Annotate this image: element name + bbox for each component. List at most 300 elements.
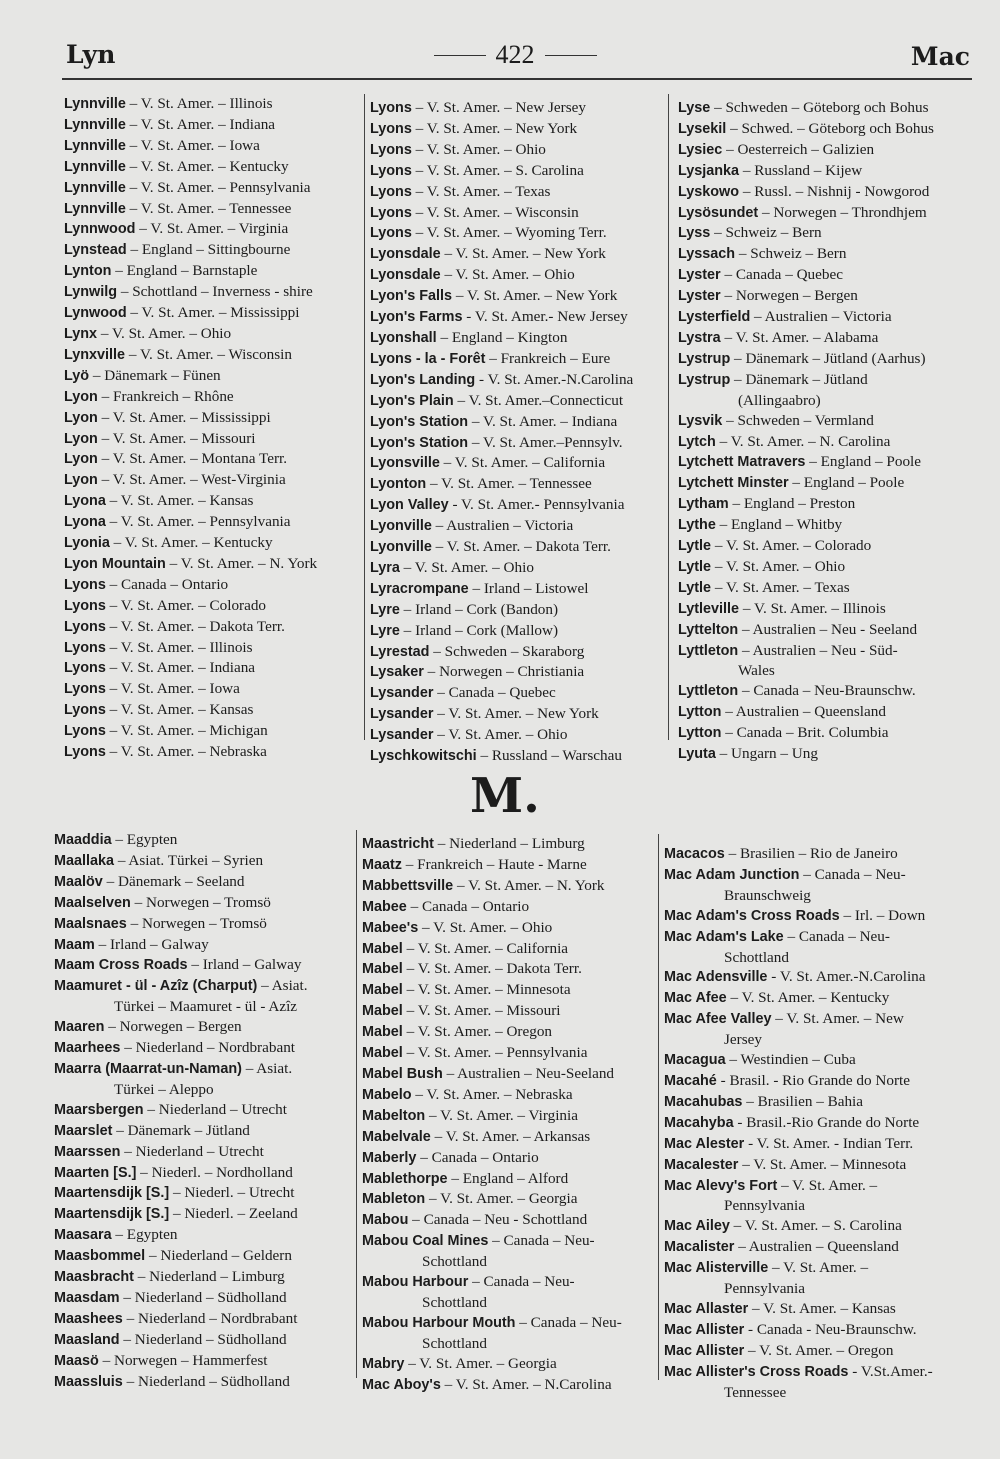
entry-location: – Canada – Neu-: [468, 1273, 575, 1291]
gazetteer-entry: [54, 1142, 354, 1163]
entry-headword: Maasara: [54, 1227, 112, 1244]
entry-headword: Lyon's Landing: [370, 371, 476, 388]
entry-location: - V.St.Amer.-: [848, 1362, 933, 1380]
entry-location: – V. St. Amer. – Pennsylvania: [105, 513, 291, 531]
entry-headword: Lyona: [64, 514, 106, 531]
entry-headword: Lysösundet: [678, 204, 759, 221]
entry-location: – Niederl. – Nordholland: [136, 1163, 293, 1181]
entry-location: – Schweden – Skaraborg: [429, 642, 585, 660]
entry-headword: Maam Cross Roads: [54, 957, 188, 974]
entry-location: – V. St. Amer. – New York: [433, 705, 599, 723]
entry-headword: Lynnville: [64, 96, 126, 112]
entry-headword: Lyons: [64, 618, 106, 635]
entry-headword: Maashees: [54, 1310, 123, 1327]
gazetteer-entry: [54, 1330, 354, 1351]
entry-location: – Irland – Listowel: [468, 579, 589, 597]
column-divider: [364, 94, 365, 740]
gazetteer-entry: [54, 1372, 354, 1393]
entry-headword: Lyons: [64, 744, 106, 761]
entry-headword: Lyon's Station: [370, 413, 469, 430]
entry-location: – V. St. Amer. – Missouri: [97, 429, 256, 447]
entry-headword: Maartensdijk [S.]: [54, 1206, 170, 1223]
gazetteer-entry: [370, 161, 662, 182]
gazetteer-entry: [64, 282, 360, 303]
gazetteer-entry: [54, 1246, 354, 1267]
gazetteer-entry: [54, 1121, 354, 1142]
entry-location: – Canada – Neu-: [783, 927, 890, 945]
gazetteer-entry: [370, 412, 662, 433]
entry-location: – Ungarn – Ung: [715, 745, 818, 763]
entry-location: (Allingaabro): [738, 391, 821, 409]
gazetteer-entry: [54, 1038, 354, 1059]
entry-headword: Lyse: [678, 100, 711, 116]
entry-location: – V. St. Amer. – N.Carolina: [440, 1375, 612, 1393]
entry-location: – V. St. Amer.–Connecticut: [453, 391, 624, 409]
entry-headword: Maberly: [362, 1149, 417, 1166]
entry-location: – Australien – Neu - Seeland: [738, 620, 918, 638]
entry-continuation: [664, 1383, 964, 1403]
entry-headword: Lysaker: [370, 664, 424, 681]
gazetteer-entry: [370, 119, 662, 140]
page-number-block: [420, 40, 610, 70]
entry-continuation: [362, 1293, 654, 1313]
gazetteer-entry: [370, 474, 662, 495]
entry-headword: Mabbettsville: [362, 877, 454, 894]
entry-location: – England – Alford: [447, 1169, 569, 1187]
entry-headword: Mabel: [362, 1003, 403, 1020]
gazetteer-entry: [678, 349, 974, 370]
entry-headword: Lyon's Station: [370, 434, 469, 451]
entry-location: – Brasilien – Rio de Janeiro: [724, 845, 898, 862]
entry-location: – Asiat. Türkei – Syrien: [114, 851, 264, 869]
entry-location: – Irland – Cork (Bandon): [399, 600, 559, 618]
entry-headword: Mac Alevy's Fort: [664, 1177, 778, 1194]
entry-location: – Egypten: [111, 1226, 178, 1244]
entry-headword: Lystrup: [678, 350, 731, 367]
entry-headword: Mac Allister: [664, 1342, 745, 1359]
entry-location: – Canada – Neu - Schottland: [408, 1211, 588, 1229]
entry-headword: Maaren: [54, 1019, 105, 1036]
entry-location: Schottland: [422, 1293, 487, 1311]
entry-location: – V. St. Amer. – Pennsylvania: [402, 1044, 588, 1062]
entry-location: – Australien – Queensland: [734, 1238, 899, 1256]
column-bottom-left: [54, 830, 354, 1392]
entry-location: – Canada – Ontario: [406, 897, 530, 915]
entry-location: – V. St. Amer. – Tennessee: [125, 199, 292, 217]
entry-location: – Niederland – Utrecht: [143, 1100, 287, 1118]
entry-headword: Lyss: [678, 225, 711, 242]
entry-location: – V. St. Amer. – Georgia: [404, 1354, 557, 1372]
gazetteer-entry: [54, 976, 354, 997]
entry-headword: Lyonton: [370, 476, 427, 493]
entry-headword: Maarten [S.]: [54, 1164, 137, 1181]
entry-location: – Canada – Neu-Braunschw.: [738, 682, 916, 700]
entry-headword: Lyon: [64, 430, 98, 447]
gazetteer-entry: [54, 1100, 354, 1121]
entry-location: – V. St. Amer. – Illinois: [739, 599, 886, 617]
entry-headword: Lyschkowitschi: [370, 748, 477, 765]
gazetteer-entry: [64, 94, 360, 115]
entry-headword: Macahyba: [664, 1114, 734, 1131]
gazetteer-entry: [664, 1216, 964, 1237]
entry-location: – V. St. Amer. – Minnesota: [738, 1155, 907, 1173]
entry-location: – V. St. Amer. – Pennsylvania: [125, 178, 311, 196]
gazetteer-entry: [664, 1155, 964, 1176]
entry-headword: Mabel: [362, 1045, 403, 1062]
entry-headword: Mabel: [362, 961, 403, 978]
entry-headword: Mac Adam's Cross Roads: [664, 907, 840, 924]
entry-headword: Lyon: [64, 409, 98, 426]
gazetteer-entry: [678, 182, 974, 203]
column-divider: [668, 94, 669, 740]
entry-location: – V. St. Amer. – Mississippi: [97, 408, 271, 426]
entry-location: – V. St. Amer. – Illinois: [125, 95, 273, 112]
gazetteer-entry: [54, 1183, 354, 1204]
gazetteer-entry: [362, 897, 654, 918]
entry-headword: Lyons: [64, 723, 106, 740]
column-top-right: [678, 98, 974, 765]
entry-headword: Maarhees: [54, 1040, 121, 1057]
gazetteer-entry: [64, 240, 360, 261]
gazetteer-entry: [54, 830, 354, 851]
entry-headword: Mac Adensville: [664, 969, 768, 986]
entry-headword: Lyster: [678, 288, 721, 305]
entry-location: – Irland – Galway: [94, 935, 209, 953]
entry-location: – V. St. Amer. – New York: [411, 119, 578, 137]
entry-location: – Dänemark – Seeland: [102, 872, 245, 890]
gazetteer-entry: [64, 429, 360, 450]
entry-location: – V. St. Amer. – Colorado: [711, 537, 872, 555]
entry-headword: Lynton: [64, 263, 112, 280]
entry-headword: Lyonsdale: [370, 246, 441, 263]
gazetteer-entry: [362, 1189, 654, 1210]
entry-headword: Maalsnaes: [54, 915, 127, 932]
entry-location: – Dänemark – Jütland: [112, 1121, 250, 1139]
entry-location: - Brasil. - Rio Grande do Norte: [716, 1071, 910, 1089]
entry-headword: Lytchett Minster: [678, 475, 789, 492]
gazetteer-entry: [362, 1043, 654, 1064]
entry-headword: Lynwilg: [64, 284, 118, 301]
entry-headword: Lyons: [370, 100, 412, 116]
gazetteer-entry: [664, 1362, 964, 1383]
entry-headword: Lyons: [370, 141, 412, 158]
entry-location: – V. St. Amer. – Kansas: [105, 492, 254, 510]
entry-headword: Lyster: [678, 267, 721, 284]
gazetteer-entry: [370, 704, 662, 725]
gazetteer-entry: [362, 876, 654, 897]
entry-location: – V. St. Amer. – Missouri: [402, 1002, 561, 1020]
column-top-left: [64, 94, 360, 763]
gazetteer-entry: [64, 408, 360, 429]
entry-location: – Canada – Ontario: [105, 575, 229, 593]
entry-location: – Irl. – Down: [839, 906, 926, 924]
entry-headword: Mac Alester: [664, 1135, 745, 1152]
entry-location: – Niederland – Utrecht: [120, 1142, 264, 1160]
gazetteer-entry: [664, 1050, 964, 1071]
gazetteer-entry: [54, 872, 354, 893]
gazetteer-entry: [64, 658, 360, 679]
entry-headword: Lyon: [64, 388, 98, 405]
gazetteer-entry: [664, 1237, 964, 1258]
entry-headword: Lyonville: [370, 518, 432, 535]
entry-location: – Norwegen – Hammerfest: [98, 1351, 268, 1369]
gazetteer-entry: [678, 370, 974, 391]
gazetteer-entry: [370, 621, 662, 642]
gazetteer-entry: [678, 473, 974, 494]
entry-headword: Lyon: [64, 451, 98, 468]
entry-headword: Mabou Harbour: [362, 1274, 469, 1291]
entry-location: – England – Whitby: [715, 516, 843, 534]
gazetteer-entry: [678, 641, 974, 662]
entry-location: – V. St. Amer. – New York: [452, 287, 618, 305]
entry-location: – Canada – Ontario: [416, 1148, 539, 1166]
entry-headword: Mac Afee Valley: [664, 1011, 772, 1028]
gazetteer-entry: [64, 491, 360, 512]
gazetteer-entry: [54, 935, 354, 956]
column-bottom-right: [664, 844, 964, 1402]
gazetteer-entry: [664, 1176, 964, 1197]
entry-headword: Lyons: [64, 597, 106, 614]
gazetteer-entry: [678, 286, 974, 307]
entry-location: – V. St. Amer. – Texas: [411, 182, 551, 200]
entry-location: – Oesterreich – Galizien: [722, 140, 875, 158]
entry-headword: Lythe: [678, 517, 716, 534]
entry-location: – V. St. Amer. – New Jersey: [411, 99, 586, 116]
entry-continuation: [664, 1196, 964, 1216]
gazetteer-entry: [362, 1085, 654, 1106]
gazetteer-entry: [370, 683, 662, 704]
entry-location: – V. St. Amer. – Oregon: [744, 1341, 894, 1359]
gazetteer-entry: [362, 1127, 654, 1148]
entry-headword: Lyttleton: [678, 642, 739, 659]
entry-location: – V. St. Amer. – Nebraska: [411, 1085, 573, 1103]
entry-location: Jersey: [724, 1031, 762, 1049]
entry-location: - V. St. Amer. - Indian Terr.: [744, 1134, 914, 1152]
entry-location: – Brasilien – Bahia: [742, 1092, 864, 1110]
entry-headword: Mabel: [362, 940, 403, 957]
entry-headword: Lytton: [678, 725, 722, 742]
entry-location: Wales: [738, 662, 775, 680]
entry-location: – V. St. Amer. – Kansas: [105, 701, 254, 719]
entry-continuation: [54, 1080, 354, 1100]
entry-continuation: [664, 948, 964, 968]
gazetteer-entry: [362, 918, 654, 939]
entry-location: – V. St. Amer. –: [777, 1176, 878, 1194]
gazetteer-entry: [678, 452, 974, 473]
entry-headword: Maarra (Maarrat-un-Naman): [54, 1060, 242, 1077]
gazetteer-entry: [678, 536, 974, 557]
entry-location: – Schweiz – Bern: [735, 245, 847, 263]
dash-rule: [545, 55, 597, 56]
entry-location: – V. St. Amer. – Virginia: [425, 1106, 578, 1124]
entry-location: – Niederland – Nordbrabant: [122, 1309, 298, 1327]
entry-location: – Irland – Galway: [187, 956, 302, 974]
gazetteer-entry: [664, 906, 964, 927]
entry-location: – Niederl. – Utrecht: [169, 1184, 295, 1202]
gazetteer-entry: [370, 495, 662, 516]
entry-headword: Lyons: [64, 681, 106, 698]
entry-location: – V. St. Amer. – Illinois: [105, 638, 253, 656]
entry-headword: Lyons: [370, 225, 412, 242]
entry-headword: Mabou Harbour Mouth: [362, 1314, 516, 1331]
entry-headword: Lyuta: [678, 746, 716, 763]
entry-location: – Canada – Neu-: [515, 1313, 622, 1331]
entry-headword: Mabelvale: [362, 1128, 431, 1145]
entry-location: – V. St. Amer. – N. Carolina: [715, 432, 891, 450]
entry-headword: Lysander: [370, 706, 434, 723]
gazetteer-entry: [54, 1017, 354, 1038]
section-letter: M.: [470, 768, 540, 824]
gazetteer-entry: [678, 140, 974, 161]
entry-location: – Niederland – Südholland: [119, 1330, 287, 1348]
gazetteer-entry: [54, 893, 354, 914]
entry-location: – Irland – Cork (Mallow): [399, 621, 559, 639]
entry-location: – Niederland – Nordbrabant: [120, 1039, 296, 1057]
entry-headword: Lyon Valley: [370, 497, 449, 514]
gazetteer-entry: [678, 244, 974, 265]
gazetteer-entry: [370, 642, 662, 663]
entry-headword: Lyon Mountain: [64, 555, 166, 572]
entry-location: Braunschweig: [724, 886, 811, 904]
gazetteer-entry: [370, 453, 662, 474]
gazetteer-entry: [370, 746, 662, 767]
entry-location: – Australien – Neu-Seeland: [442, 1064, 615, 1082]
entry-location: Schottland: [422, 1253, 487, 1271]
entry-location: – V. St. Amer. – Kentucky: [726, 989, 890, 1007]
entry-location: – Niederland – Limburg: [133, 1268, 285, 1286]
entry-location: – V. St. Amer. – New: [771, 1010, 904, 1028]
entry-location: – V. St. Amer.–Pennsylv.: [468, 433, 623, 451]
gazetteer-entry: [370, 391, 662, 412]
entry-headword: Lynnville: [64, 137, 126, 154]
gazetteer-entry: [370, 223, 662, 244]
entry-location: – V. St. Amer. – New York: [440, 245, 606, 263]
entry-headword: Mabee's: [362, 919, 419, 936]
entry-location: – V. St. Amer. – Indiana: [468, 412, 618, 430]
entry-location: – V. St. Amer. – Texas: [711, 578, 850, 596]
gazetteer-entry: [54, 1059, 354, 1080]
entry-headword: Lyonsdale: [370, 267, 441, 284]
entry-location: – V. St. Amer. – Ohio: [433, 726, 568, 744]
gazetteer-entry: [362, 1354, 654, 1375]
entry-location: – Canada – Neu-: [488, 1232, 595, 1250]
entry-location: – Frankreich – Eure: [485, 349, 611, 367]
entry-headword: Lysjanka: [678, 162, 740, 179]
entry-location: Türkei – Maamuret - ül - Azîz: [114, 998, 298, 1016]
gazetteer-entry: [362, 1169, 654, 1190]
entry-location: – V. St. Amer. –: [768, 1259, 869, 1277]
entry-location: – Dänemark – Jütland (Aarhus): [730, 349, 926, 367]
entry-location: – V. St. Amer. – Iowa: [125, 136, 260, 154]
entry-headword: Lynnville: [64, 179, 126, 196]
entry-headword: Lysiec: [678, 141, 723, 158]
entry-location: – V. St. Amer. – California: [402, 939, 569, 957]
entry-headword: Mac Afee: [664, 990, 727, 1007]
gazetteer-entry: [664, 1134, 964, 1155]
entry-continuation: [362, 1334, 654, 1354]
entry-location: – Russland – Kijew: [739, 161, 863, 179]
gazetteer-entry: [362, 834, 654, 855]
entry-location: – V. St. Amer. – Alabama: [720, 328, 879, 346]
gazetteer-entry: [64, 178, 360, 199]
entry-location: – V. St. Amer. – Wisconsin: [411, 203, 579, 221]
entry-location: – V. St. Amer. – N. York: [165, 554, 318, 572]
entry-headword: Lyö: [64, 367, 90, 384]
gazetteer-entry: [678, 681, 974, 702]
gazetteer-entry: [64, 575, 360, 596]
entry-headword: Maam: [54, 936, 95, 953]
entry-headword: Lyttleton: [678, 683, 739, 700]
gazetteer-entry: [370, 558, 662, 579]
entry-headword: Maalselven: [54, 894, 131, 911]
entry-location: – Russl. – Nishnij - Nowgorod: [739, 182, 930, 200]
entry-headword: Lynwood: [64, 305, 127, 322]
entry-location: – V. St. Amer. – Kentucky: [109, 534, 273, 552]
entry-headword: Lyonsville: [370, 455, 440, 472]
gazetteer-entry: [678, 223, 974, 244]
gazetteer-entry: [64, 470, 360, 491]
gazetteer-entry: [370, 725, 662, 746]
gazetteer-entry: [54, 851, 354, 872]
entry-location: – Egypten: [111, 831, 178, 848]
entry-location: – Schwed. – Göteborg och Bohus: [726, 119, 934, 137]
entry-location: – V. St. Amer. – Ohio: [399, 558, 534, 576]
entry-location: – V. St. Amer. – Indiana: [125, 115, 276, 133]
entry-location: – Canada – Neu-: [799, 865, 906, 883]
entry-location: – Norwegen – Throndhjem: [758, 203, 927, 221]
gazetteer-entry: [664, 1320, 964, 1341]
entry-location: – V. St. Amer. – Ohio: [411, 140, 546, 158]
entry-location: – Frankreich – Rhône: [97, 387, 234, 405]
entry-location: – Dänemark – Jütland: [730, 370, 868, 388]
entry-headword: Maamuret - ül - Azîz (Charput): [54, 978, 258, 995]
gazetteer-entry: [64, 157, 360, 178]
entry-headword: Lytchett Matravers: [678, 454, 806, 471]
entry-location: - V. St. Amer.-N.Carolina: [475, 370, 634, 388]
entry-location: Türkei – Aleppo: [114, 1080, 214, 1098]
entry-headword: Lyon: [64, 472, 98, 489]
gazetteer-entry: [64, 533, 360, 554]
entry-headword: Mabou Coal Mines: [362, 1233, 489, 1250]
gazetteer-entry: [370, 600, 662, 621]
gazetteer-entry: [678, 578, 974, 599]
entry-location: – V. St. Amer. – Tennessee: [426, 475, 592, 493]
entry-headword: Mac Alisterville: [664, 1260, 769, 1277]
entry-headword: Lytle: [678, 558, 712, 575]
entry-location: – V. St. Amer. – Montana Terr.: [97, 450, 288, 468]
entry-headword: Lynstead: [64, 242, 127, 259]
gazetteer-entry: [370, 516, 662, 537]
gazetteer-entry: [64, 742, 360, 763]
entry-headword: Lyons: [370, 183, 412, 200]
gazetteer-entry: [678, 161, 974, 182]
gazetteer-entry: [54, 1225, 354, 1246]
gazetteer-entry: [664, 1258, 964, 1279]
entry-location: - V. St. Amer.- New Jersey: [462, 308, 628, 326]
entry-headword: Lysander: [370, 727, 434, 744]
entry-headword: Mac Ailey: [664, 1218, 730, 1235]
entry-location: – England – Poole: [788, 474, 905, 492]
gazetteer-entry: [54, 1288, 354, 1309]
entry-location: – Canada – Quebec: [433, 684, 556, 702]
gazetteer-entry: [370, 349, 662, 370]
entry-headword: Mac Aboy's: [362, 1376, 441, 1393]
gazetteer-entry: [362, 1210, 654, 1231]
gazetteer-entry: [678, 265, 974, 286]
entry-location: – V. St. Amer. – S. Carolina: [729, 1217, 902, 1235]
entry-headword: Lynnwood: [64, 221, 136, 238]
entry-location: – Norwegen – Tromsö: [126, 914, 267, 932]
